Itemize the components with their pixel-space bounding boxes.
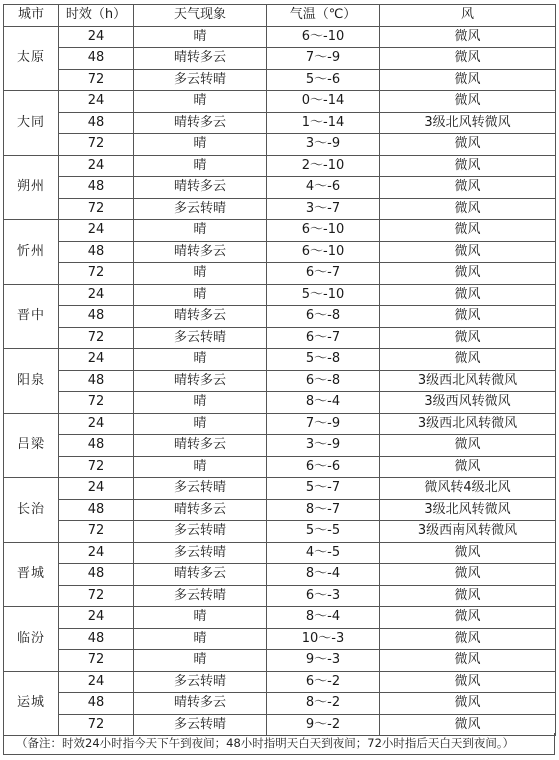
wind-cell: 微风 [380, 650, 556, 672]
wind-cell: 微风 [380, 241, 556, 263]
temperature-cell: 6～-10 [267, 26, 380, 48]
hours-cell: 72 [59, 69, 134, 91]
wind-cell: 微风 [380, 69, 556, 91]
forecast-table [3, 4, 556, 736]
weather-cell: 多云转晴 [134, 542, 267, 564]
hours-cell: 24 [59, 607, 134, 629]
hours-cell: 48 [59, 564, 134, 586]
weather-cell: 多云转晴 [134, 327, 267, 349]
table-row [4, 112, 556, 134]
table-row [4, 177, 556, 199]
wind-cell: 微风 [380, 91, 556, 113]
weather-cell: 晴 [134, 628, 267, 650]
hours-cell: 48 [59, 499, 134, 521]
weather-cell: 晴 [134, 456, 267, 478]
hours-cell: 24 [59, 91, 134, 113]
weather-cell: 晴 [134, 284, 267, 306]
wind-cell: 微风 [380, 177, 556, 199]
hours-cell: 24 [59, 26, 134, 48]
temperature-cell: 8～-4 [267, 392, 380, 414]
table-row [4, 456, 556, 478]
hours-cell: 48 [59, 370, 134, 392]
header-hours: 时效（h） [59, 5, 134, 27]
table-row [4, 607, 556, 629]
hours-cell: 24 [59, 155, 134, 177]
hours-cell: 72 [59, 521, 134, 543]
wind-cell: 微风 [380, 456, 556, 478]
footnote: （备注：时效24小时指今天下午到夜间；48小时指明天白天到夜间；72小时指后天白天到夜间。） [3, 733, 555, 755]
temperature-cell: 6～-10 [267, 220, 380, 242]
wind-cell: 微风 [380, 327, 556, 349]
hours-cell: 24 [59, 542, 134, 564]
wind-cell: 3级西风转微风 [380, 392, 556, 414]
temperature-cell: 3～-9 [267, 134, 380, 156]
hours-cell: 48 [59, 693, 134, 715]
wind-cell: 微风 [380, 628, 556, 650]
weather-cell: 晴 [134, 392, 267, 414]
table-row [4, 542, 556, 564]
table-row [4, 499, 556, 521]
weather-cell: 多云转晴 [134, 521, 267, 543]
wind-cell: 微风 [380, 585, 556, 607]
weather-cell: 晴 [134, 134, 267, 156]
weather-cell: 多云转晴 [134, 671, 267, 693]
hours-cell: 24 [59, 478, 134, 500]
temperature-cell: 3～-9 [267, 435, 380, 457]
temperature-cell: 6～-2 [267, 671, 380, 693]
hours-cell: 24 [59, 220, 134, 242]
weather-cell: 晴 [134, 26, 267, 48]
wind-cell: 3级西北风转微风 [380, 413, 556, 435]
city-name: 长治 [4, 478, 59, 543]
weather-cell: 晴 [134, 220, 267, 242]
table-row [4, 48, 556, 70]
wind-cell: 微风 [380, 155, 556, 177]
city-name: 太原 [4, 26, 59, 91]
temperature-cell: 5～-6 [267, 69, 380, 91]
table-row [4, 263, 556, 285]
hours-cell: 48 [59, 112, 134, 134]
weather-cell: 晴 [134, 263, 267, 285]
hours-cell: 24 [59, 671, 134, 693]
table-row [4, 91, 556, 113]
temperature-cell: 10～-3 [267, 628, 380, 650]
temperature-cell: 9～-2 [267, 714, 380, 736]
temperature-cell: 6～-6 [267, 456, 380, 478]
table-row [4, 198, 556, 220]
temperature-cell: 6～-7 [267, 327, 380, 349]
table-row [4, 392, 556, 414]
weather-cell: 晴 [134, 349, 267, 371]
hours-cell: 48 [59, 48, 134, 70]
weather-cell: 晴转多云 [134, 48, 267, 70]
header-weather: 天气现象 [134, 5, 267, 27]
temperature-cell: 6～-7 [267, 263, 380, 285]
table-row [4, 69, 556, 91]
temperature-cell: 6～-8 [267, 370, 380, 392]
weather-cell: 晴转多云 [134, 370, 267, 392]
wind-cell: 微风 [380, 26, 556, 48]
hours-cell: 72 [59, 714, 134, 736]
city-name: 临汾 [4, 607, 59, 672]
table-row [4, 284, 556, 306]
table-row [4, 220, 556, 242]
weather-cell: 晴 [134, 155, 267, 177]
weather-cell: 多云转晴 [134, 714, 267, 736]
temperature-cell: 5～-7 [267, 478, 380, 500]
weather-cell: 晴 [134, 91, 267, 113]
table-row [4, 327, 556, 349]
temperature-cell: 8～-4 [267, 607, 380, 629]
temperature-cell: 7～-9 [267, 413, 380, 435]
table-row [4, 306, 556, 328]
wind-cell: 微风 [380, 48, 556, 70]
temperature-cell: 6～-8 [267, 306, 380, 328]
city-name: 朔州 [4, 155, 59, 220]
wind-cell: 微风转4级北风 [380, 478, 556, 500]
temperature-cell: 5～-10 [267, 284, 380, 306]
wind-cell: 微风 [380, 263, 556, 285]
wind-cell: 微风 [380, 134, 556, 156]
temperature-cell: 9～-3 [267, 650, 380, 672]
temperature-cell: 8～-7 [267, 499, 380, 521]
table-row [4, 521, 556, 543]
weather-cell: 晴转多云 [134, 306, 267, 328]
hours-cell: 72 [59, 456, 134, 478]
hours-cell: 72 [59, 650, 134, 672]
temperature-cell: 6～-10 [267, 241, 380, 263]
hours-cell: 72 [59, 327, 134, 349]
header-city: 城市 [4, 5, 59, 27]
weather-cell: 晴转多云 [134, 564, 267, 586]
hours-cell: 24 [59, 284, 134, 306]
header-temperature: 气温（℃） [267, 5, 380, 27]
table-row [4, 134, 556, 156]
temperature-cell: 1～-14 [267, 112, 380, 134]
wind-cell: 微风 [380, 542, 556, 564]
weather-cell: 多云转晴 [134, 198, 267, 220]
table-row [4, 370, 556, 392]
table-row [4, 155, 556, 177]
wind-cell: 3级北风转微风 [380, 112, 556, 134]
weather-cell: 晴 [134, 607, 267, 629]
hours-cell: 48 [59, 628, 134, 650]
table-row [4, 564, 556, 586]
weather-cell: 晴转多云 [134, 499, 267, 521]
temperature-cell: 0～-14 [267, 91, 380, 113]
table-row [4, 693, 556, 715]
wind-cell: 微风 [380, 564, 556, 586]
temperature-cell: 7～-9 [267, 48, 380, 70]
weather-cell: 晴转多云 [134, 693, 267, 715]
table-row [4, 26, 556, 48]
city-name: 阳泉 [4, 349, 59, 414]
weather-cell: 晴转多云 [134, 177, 267, 199]
temperature-cell: 2～-10 [267, 155, 380, 177]
table-row [4, 241, 556, 263]
wind-cell: 3级西南风转微风 [380, 521, 556, 543]
table-row [4, 435, 556, 457]
wind-cell: 微风 [380, 693, 556, 715]
wind-cell: 3级西北风转微风 [380, 370, 556, 392]
hours-cell: 48 [59, 306, 134, 328]
wind-cell: 微风 [380, 435, 556, 457]
header-row [4, 5, 556, 27]
wind-cell: 微风 [380, 284, 556, 306]
wind-cell: 微风 [380, 306, 556, 328]
temperature-cell: 8～-2 [267, 693, 380, 715]
city-name: 晋城 [4, 542, 59, 607]
table-row [4, 478, 556, 500]
temperature-cell: 5～-5 [267, 521, 380, 543]
weather-cell: 晴 [134, 650, 267, 672]
temperature-cell: 4～-6 [267, 177, 380, 199]
weather-cell: 晴转多云 [134, 112, 267, 134]
hours-cell: 48 [59, 435, 134, 457]
wind-cell: 微风 [380, 198, 556, 220]
wind-cell: 3级北风转微风 [380, 499, 556, 521]
wind-cell: 微风 [380, 220, 556, 242]
forecast-body [4, 26, 556, 736]
table-row [4, 585, 556, 607]
wind-cell: 微风 [380, 607, 556, 629]
header-wind: 风 [380, 5, 556, 27]
hours-cell: 72 [59, 263, 134, 285]
table-row [4, 349, 556, 371]
weather-cell: 晴转多云 [134, 435, 267, 457]
hours-cell: 72 [59, 134, 134, 156]
hours-cell: 24 [59, 349, 134, 371]
weather-cell: 多云转晴 [134, 585, 267, 607]
temperature-cell: 8～-4 [267, 564, 380, 586]
temperature-cell: 3～-7 [267, 198, 380, 220]
hours-cell: 72 [59, 392, 134, 414]
weather-cell: 晴转多云 [134, 241, 267, 263]
wind-cell: 微风 [380, 714, 556, 736]
wind-cell: 微风 [380, 349, 556, 371]
hours-cell: 48 [59, 177, 134, 199]
city-name: 晋中 [4, 284, 59, 349]
city-name: 运城 [4, 671, 59, 736]
hours-cell: 24 [59, 413, 134, 435]
city-name: 大同 [4, 91, 59, 156]
weather-cell: 晴 [134, 413, 267, 435]
table-row [4, 413, 556, 435]
table-row [4, 671, 556, 693]
temperature-cell: 5～-8 [267, 349, 380, 371]
hours-cell: 72 [59, 585, 134, 607]
weather-cell: 多云转晴 [134, 478, 267, 500]
table-row [4, 628, 556, 650]
temperature-cell: 6～-3 [267, 585, 380, 607]
city-name: 忻州 [4, 220, 59, 285]
temperature-cell: 4～-5 [267, 542, 380, 564]
hours-cell: 48 [59, 241, 134, 263]
table-row [4, 650, 556, 672]
city-name: 吕梁 [4, 413, 59, 478]
weather-cell: 多云转晴 [134, 69, 267, 91]
hours-cell: 72 [59, 198, 134, 220]
wind-cell: 微风 [380, 671, 556, 693]
